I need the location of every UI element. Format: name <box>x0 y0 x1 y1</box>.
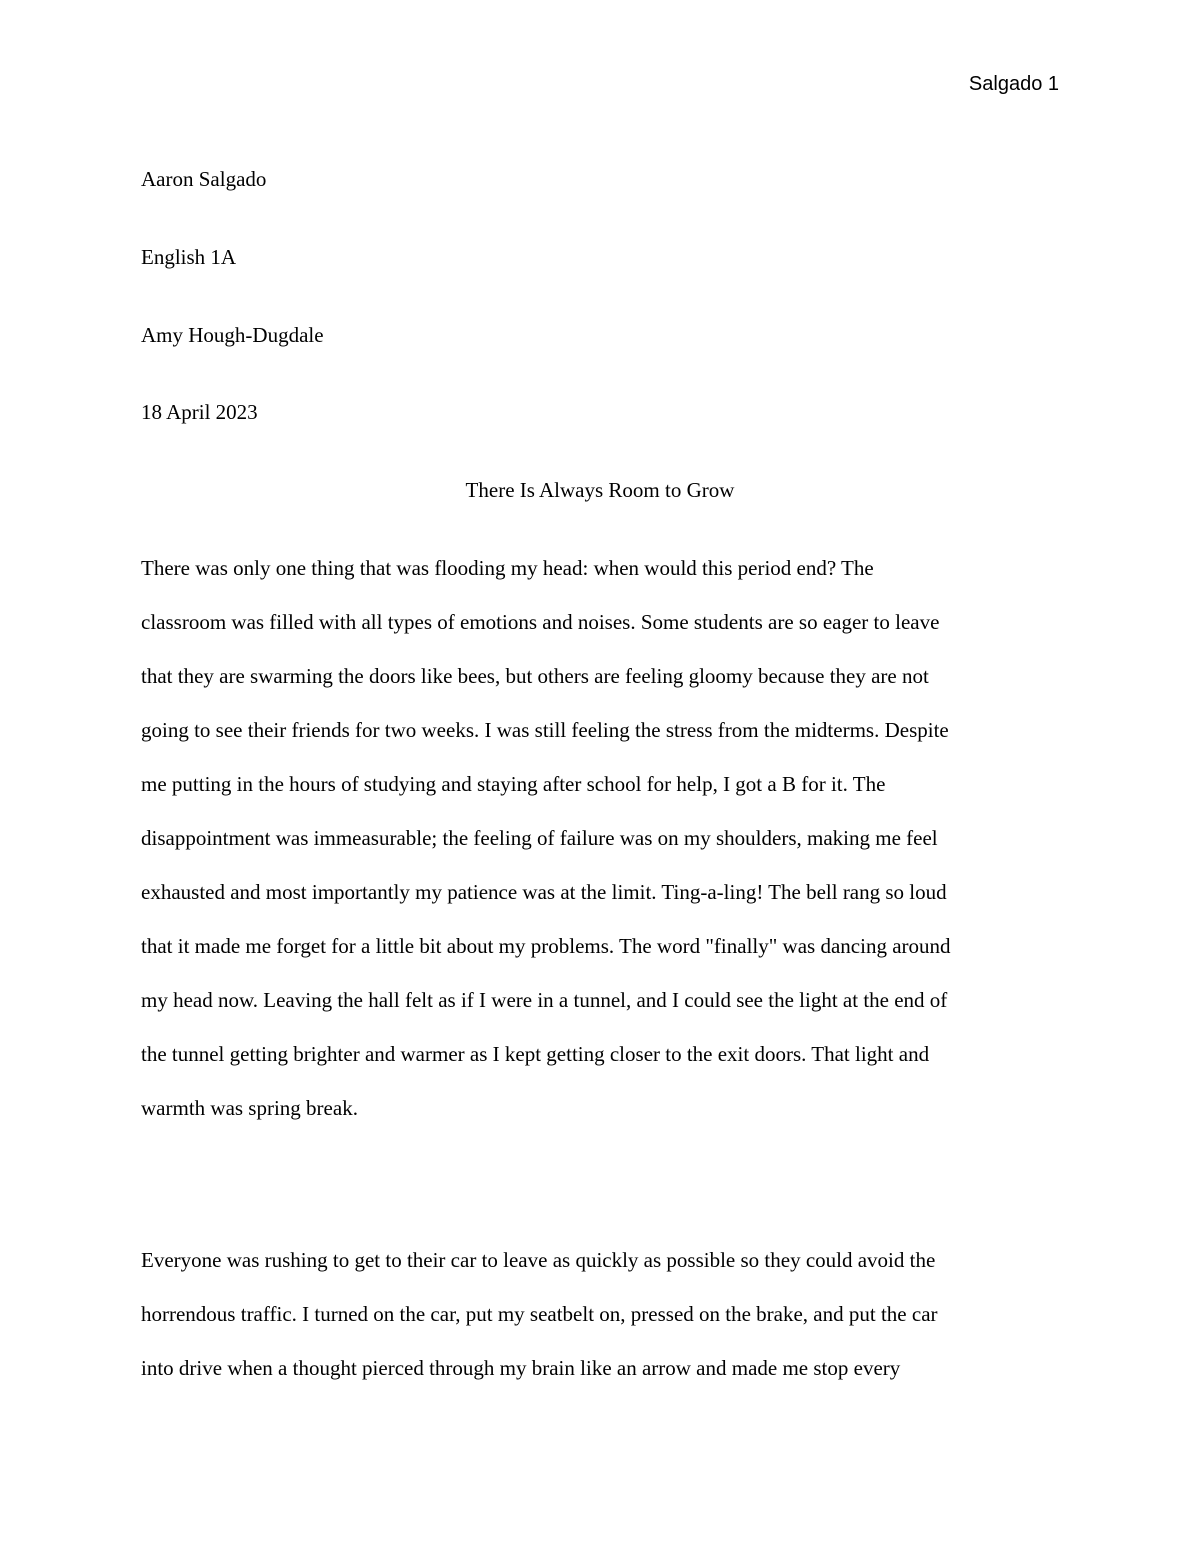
essay-date: 18 April 2023 <box>141 400 258 424</box>
body-paragraph-1 <box>141 556 1061 1150</box>
instructor-name: Amy Hough-Dugdale <box>141 323 324 347</box>
paragraph-line: exhausted and most importantly my patience was at the limit. Ting-a-ling! The bell rang so loud <box>141 880 947 904</box>
paragraph-line: that they are swarming the doors like bees, but others are feeling gloomy because they are not <box>141 664 929 688</box>
paragraph-line: Everyone was rushing to get to their car to leave as quickly as possible so they could avoid the <box>141 1248 936 1272</box>
paragraph-line: There was only one thing that was flooding my head: when would this period end? The <box>141 556 874 580</box>
paragraph-line: into drive when a thought pierced through my brain like an arrow and made me stop every <box>141 1356 901 1380</box>
paragraph-line: my head now. Leaving the hall felt as if I were in a tunnel, and I could see the light at the end of <box>141 988 948 1012</box>
paragraph-line: warmth was spring break. <box>141 1096 358 1120</box>
course-name: English 1A <box>141 245 237 269</box>
paragraph-line: the tunnel getting brighter and warmer as I kept getting closer to the exit doors. That light and <box>141 1042 930 1066</box>
body-paragraph-2 <box>141 1248 1061 1410</box>
running-head: Salgado 1 <box>968 73 1059 95</box>
author-name: Aaron Salgado <box>141 167 267 191</box>
paragraph-line: classroom was filled with all types of emotions and noises. Some students are so eager to leave <box>141 610 940 634</box>
paragraph-line: me putting in the hours of studying and staying after school for help, I got a B for it. The <box>141 772 886 796</box>
paragraph-line: disappointment was immeasurable; the feeling of failure was on my shoulders, making me feel <box>141 826 938 850</box>
paragraph-line: horrendous traffic. I turned on the car, put my seatbelt on, pressed on the brake, and put the car <box>141 1302 938 1326</box>
essay-title: There Is Always Room to Grow <box>465 478 735 502</box>
paragraph-line: going to see their friends for two weeks. I was still feeling the stress from the midterms. Despite <box>141 718 949 742</box>
paragraph-line: that it made me forget for a little bit about my problems. The word "finally" was dancing around <box>141 934 951 958</box>
